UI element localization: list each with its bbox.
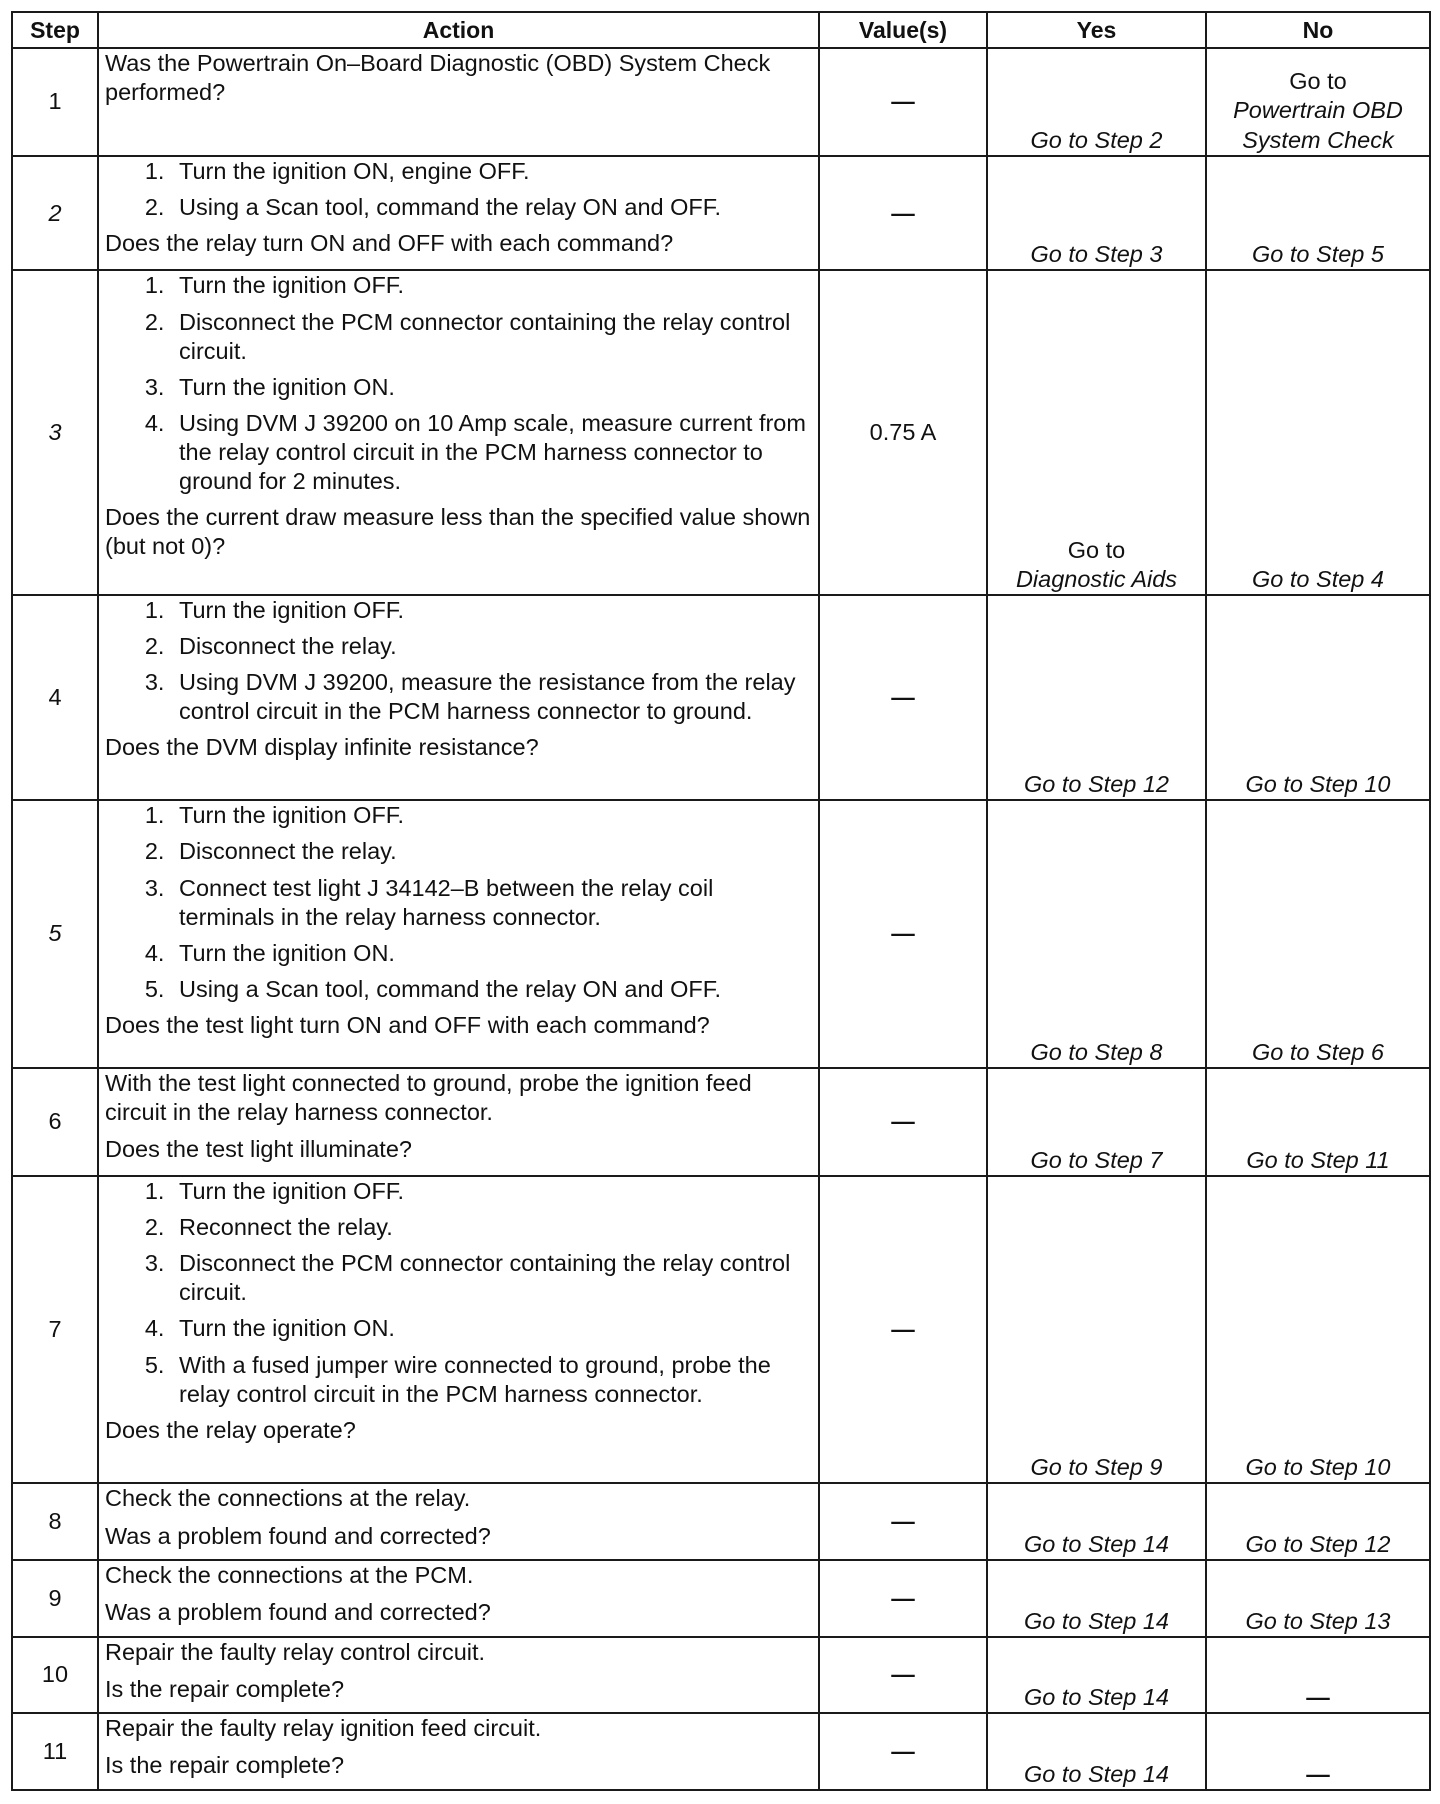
table-row <box>12 1176 1430 1484</box>
substep-item: 2. Disconnect the relay. <box>171 632 812 661</box>
no-cell <box>1206 1068 1430 1176</box>
no-goto-prefix: Go to <box>1289 68 1347 95</box>
yes-cell <box>987 1176 1206 1484</box>
value-cell <box>819 1637 987 1714</box>
diagnostic-table-page <box>11 11 1429 1791</box>
substep-item: 2. Reconnect the relay. <box>171 1213 812 1242</box>
action-question: Was a problem found and corrected? <box>105 1522 491 1549</box>
table-row <box>12 1560 1430 1637</box>
substep-item: 1. Turn the ignition OFF. <box>171 1177 812 1206</box>
substep-item: 3. Disconnect the PCM connector containing the relay control circuit. <box>171 1249 812 1307</box>
yes-goto-link[interactable]: Diagnostic Aids <box>1015 565 1178 592</box>
yes-goto-link[interactable]: Go to Step 3 <box>1030 241 1163 268</box>
substep-item: 2. Disconnect the relay. <box>171 837 812 866</box>
no-goto-link: — <box>1306 1684 1330 1711</box>
no-cell <box>1206 595 1430 800</box>
value-text: — <box>891 1661 915 1688</box>
no-cell <box>1206 1483 1430 1560</box>
header-no: No <box>1206 12 1430 48</box>
no-goto-link: — <box>1306 1760 1330 1787</box>
value-text: — <box>891 920 915 947</box>
no-cell <box>1206 800 1430 1067</box>
action-question: Was a problem found and corrected? <box>105 1599 491 1626</box>
step-number: 5 <box>12 800 98 1067</box>
no-goto-link[interactable]: Go to Step 5 <box>1252 241 1384 268</box>
value-text: — <box>891 199 915 226</box>
table-row <box>12 1068 1430 1176</box>
action-instruction: With the test light connected to ground, probe the ignition feed circuit in the relay harness connector. <box>105 1069 752 1125</box>
action-cell <box>98 1637 819 1714</box>
substep-list <box>105 596 812 727</box>
no-cell <box>1206 1176 1430 1484</box>
action-instruction: Repair the faulty relay ignition feed circuit. <box>105 1715 542 1742</box>
value-cell <box>819 1176 987 1484</box>
no-goto-link[interactable]: Go to Step 10 <box>1245 771 1391 798</box>
yes-goto-link[interactable]: Go to Step 14 <box>1023 1760 1170 1787</box>
value-text: — <box>891 684 915 710</box>
value-text: 0.75 A <box>869 419 937 446</box>
step-number: 6 <box>12 1068 98 1176</box>
action-instruction: Check the connections at the relay. <box>105 1485 471 1512</box>
action-cell <box>98 1068 819 1176</box>
substep-item: 3. Using DVM J 39200, measure the resistance from the relay control circuit in the PCM harness connector to ground. <box>171 668 812 726</box>
header-step: Step <box>12 12 98 48</box>
action-cell <box>98 595 819 800</box>
action-cell <box>98 800 819 1067</box>
substep-item: 1. Turn the ignition OFF. <box>171 271 812 300</box>
yes-cell <box>987 1637 1206 1714</box>
table-row <box>12 800 1430 1067</box>
action-question: Does the test light illuminate? <box>105 1136 412 1162</box>
table-row <box>12 595 1430 800</box>
action-question: Does the relay turn ON and OFF with each command? <box>105 229 674 256</box>
yes-cell <box>987 800 1206 1067</box>
value-text: — <box>891 1108 915 1135</box>
yes-goto-link[interactable]: Go to Step 12 <box>1023 771 1170 798</box>
value-cell <box>819 1713 987 1790</box>
value-cell <box>819 1068 987 1176</box>
value-cell <box>819 595 987 800</box>
value-cell <box>819 48 987 156</box>
no-cell <box>1206 1637 1430 1714</box>
value-cell <box>819 270 987 594</box>
no-cell <box>1206 48 1430 156</box>
no-goto-link[interactable]: Go to Step 10 <box>1245 1454 1391 1481</box>
table-row <box>12 1637 1430 1714</box>
yes-goto-link[interactable]: Go to Step 8 <box>1030 1038 1163 1065</box>
no-goto-link[interactable]: Go to Step 6 <box>1252 1038 1384 1065</box>
table-row <box>12 270 1430 594</box>
header-yes: Yes <box>987 12 1206 48</box>
yes-goto-link[interactable]: Go to Step 14 <box>1023 1684 1170 1711</box>
substep-item: 2. Disconnect the PCM connector containing the relay control circuit. <box>171 308 812 366</box>
substep-item: 1. Turn the ignition OFF. <box>171 596 812 625</box>
substep-list <box>105 271 812 496</box>
value-text: — <box>891 1316 915 1343</box>
diagnostic-table <box>11 11 1431 1791</box>
step-number: 10 <box>12 1637 98 1714</box>
substep-item: 1. Turn the ignition OFF. <box>171 801 812 830</box>
substep-item: 4. Turn the ignition ON. <box>171 1314 812 1343</box>
value-text: — <box>891 1584 915 1611</box>
yes-cell <box>987 1560 1206 1637</box>
yes-goto-link[interactable]: Go to Step 2 <box>1030 126 1163 153</box>
substep-item: 4. Using DVM J 39200 on 10 Amp scale, measure current from the relay control circuit in the PCM harness connector to ground for 2 minutes. <box>171 409 812 496</box>
action-cell <box>98 1713 819 1790</box>
action-instruction: Was the Powertrain On–Board Diagnostic (OBD) System Check performed? <box>105 50 771 106</box>
value-cell <box>819 156 987 271</box>
table-header-row <box>12 12 1430 48</box>
yes-goto-prefix: Go to <box>1067 536 1126 563</box>
no-cell <box>1206 1713 1430 1790</box>
value-text: — <box>891 1738 915 1765</box>
substep-item: 5. With a fused jumper wire connected to ground, probe the relay control circuit in the PCM harness connector. <box>171 1351 812 1409</box>
no-cell <box>1206 1560 1430 1637</box>
action-cell <box>98 1560 819 1637</box>
substep-item: 5. Using a Scan tool, command the relay ON and OFF. <box>171 975 812 1004</box>
step-number: 9 <box>12 1560 98 1637</box>
action-instruction: Check the connections at the PCM. <box>105 1562 474 1589</box>
action-question: Is the repair complete? <box>105 1675 345 1702</box>
step-number: 4 <box>12 595 98 800</box>
step-number: 8 <box>12 1483 98 1560</box>
action-question: Does the relay operate? <box>105 1416 356 1443</box>
substep-item: 4. Turn the ignition ON. <box>171 939 812 968</box>
no-goto-link[interactable]: Go to Step 4 <box>1252 565 1384 592</box>
yes-cell <box>987 1483 1206 1560</box>
yes-cell <box>987 156 1206 271</box>
value-text: — <box>891 88 915 115</box>
no-cell <box>1206 270 1430 594</box>
action-cell <box>98 156 819 271</box>
no-goto-link[interactable]: Go to Step 13 <box>1245 1607 1391 1634</box>
yes-cell <box>987 1068 1206 1176</box>
substep-list <box>105 157 812 222</box>
no-goto-link[interactable]: Go to Step 11 <box>1246 1146 1390 1173</box>
action-cell <box>98 1483 819 1560</box>
no-goto-link[interactable]: Powertrain OBD System Check <box>1233 97 1403 153</box>
step-number: 2 <box>12 156 98 271</box>
action-question: Is the repair complete? <box>105 1752 345 1779</box>
yes-cell <box>987 595 1206 800</box>
action-cell <box>98 48 819 156</box>
no-cell <box>1206 156 1430 271</box>
action-question: Does the current draw measure less than the specified value shown (but not 0)? <box>105 504 811 560</box>
yes-cell <box>987 1713 1206 1790</box>
yes-goto-link[interactable]: Go to Step 7 <box>1030 1146 1163 1173</box>
step-number: 1 <box>12 48 98 156</box>
table-row <box>12 48 1430 156</box>
step-number: 3 <box>12 270 98 594</box>
yes-goto-link[interactable]: Go to Step 14 <box>1023 1607 1170 1634</box>
substep-list <box>105 801 812 1004</box>
action-question: Does the DVM display infinite resistance? <box>105 734 539 761</box>
yes-goto-link[interactable]: Go to Step 14 <box>1023 1530 1170 1557</box>
table-row <box>12 1713 1430 1790</box>
step-number: 7 <box>12 1176 98 1484</box>
value-text: — <box>891 1508 915 1535</box>
action-cell <box>98 1176 819 1484</box>
header-action: Action <box>98 12 819 48</box>
action-question: Does the test light turn ON and OFF with each command? <box>105 1012 710 1039</box>
yes-cell <box>987 270 1206 594</box>
substep-item: 1. Turn the ignition ON, engine OFF. <box>171 157 812 186</box>
substep-item: 3. Turn the ignition ON. <box>171 373 812 402</box>
table-row <box>12 1483 1430 1560</box>
substep-item: 2. Using a Scan tool, command the relay ON and OFF. <box>171 193 812 222</box>
step-number: 11 <box>12 1713 98 1790</box>
header-values: Value(s) <box>819 12 987 48</box>
yes-goto-link[interactable]: Go to Step 9 <box>1030 1454 1163 1481</box>
substep-item: 3. Connect test light J 34142–B between the relay coil terminals in the relay harness connector. <box>171 874 812 932</box>
value-cell <box>819 1560 987 1637</box>
yes-cell <box>987 48 1206 156</box>
action-cell <box>98 270 819 594</box>
value-cell <box>819 1483 987 1560</box>
no-goto-link[interactable]: Go to Step 12 <box>1245 1530 1391 1557</box>
action-instruction: Repair the faulty relay control circuit. <box>105 1638 486 1665</box>
value-cell <box>819 800 987 1067</box>
substep-list <box>105 1177 812 1409</box>
table-row <box>12 156 1430 271</box>
